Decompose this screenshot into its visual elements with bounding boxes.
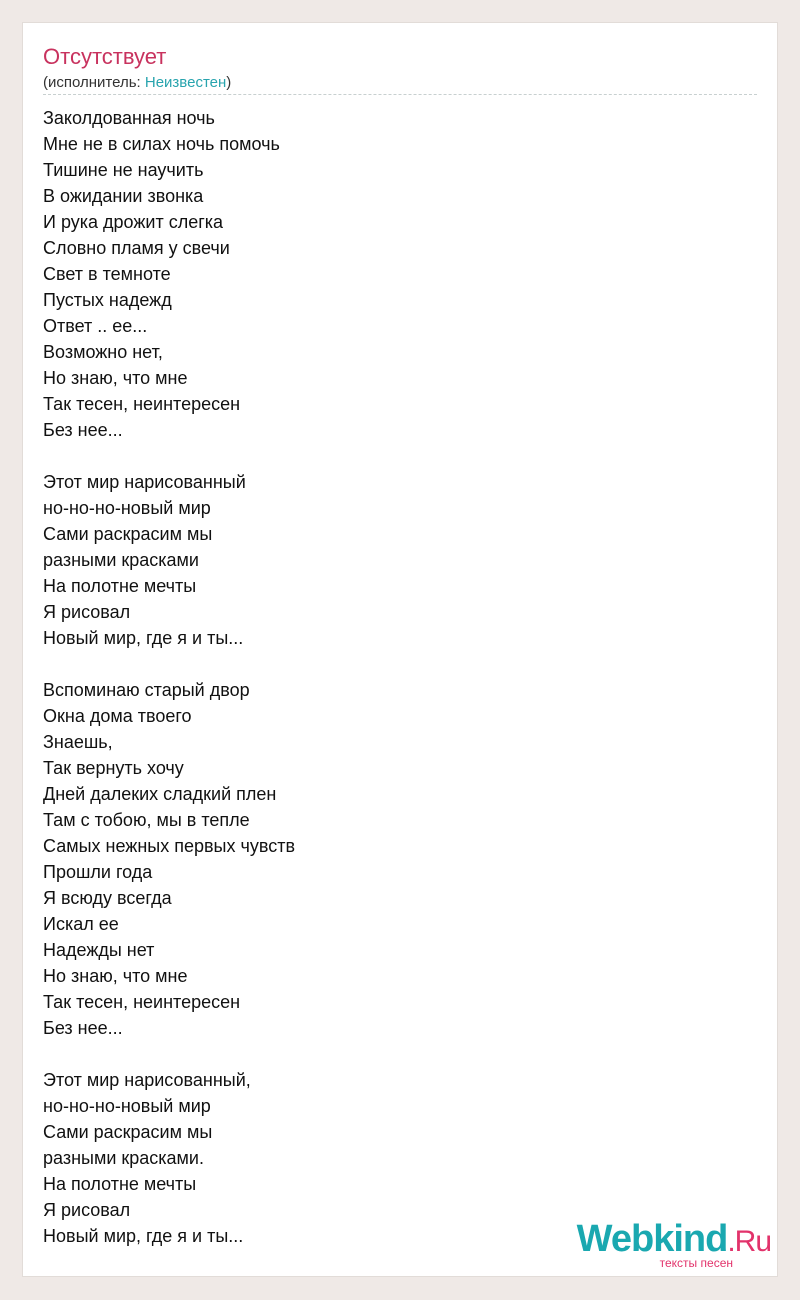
artist-line: [43, 73, 231, 93]
lyric-line: Так вернуть хочу: [43, 758, 184, 778]
lyric-line: Там с тобою, мы в тепле: [43, 810, 250, 830]
lyric-line: Я рисовал: [43, 1200, 131, 1220]
stanza-break: [43, 1041, 295, 1067]
song-title: Отсутствует: [43, 44, 167, 69]
lyric-line: Возможно нет,: [43, 342, 163, 362]
stanza-break: [43, 443, 295, 469]
lyric-line: Знаешь,: [43, 732, 113, 752]
lyric-line: Сами раскрасим мы: [43, 524, 213, 544]
lyric-line: Пустых надежд: [43, 290, 172, 310]
site-logo[interactable]: [577, 1219, 771, 1270]
lyric-line: Я рисовал: [43, 602, 131, 622]
lyric-line: Надежды нет: [43, 940, 155, 960]
lyric-line: Мне не в силах ночь помочь: [43, 134, 280, 154]
lyric-line: Новый мир, где я и ты...: [43, 628, 244, 648]
lyric-line: Так тесен, неинтересен: [43, 394, 241, 414]
artist-suffix: ): [226, 74, 232, 91]
lyric-line: разными красками: [43, 550, 199, 570]
lyric-line: Словно пламя у свечи: [43, 238, 230, 258]
lyric-line: Тишине не научить: [43, 160, 204, 180]
logo-main-text: Webkind: [576, 1218, 728, 1260]
lyric-line: разными красками.: [43, 1148, 204, 1168]
lyric-line: Этот мир нарисованный: [43, 472, 246, 492]
lyric-line: Без нее...: [43, 1018, 123, 1038]
lyric-line: Новый мир, где я и ты...: [43, 1226, 244, 1246]
artist-prefix: (исполнитель:: [43, 74, 145, 91]
lyric-line: Без нее...: [43, 420, 123, 440]
lyric-line: но-но-но-новый мир: [43, 1096, 211, 1116]
lyric-line: И рука дрожит слегка: [43, 212, 224, 232]
lyrics-card: [22, 22, 778, 1277]
lyric-line: Но знаю, что мне: [43, 368, 188, 388]
lyric-line: Так тесен, неинтересен: [43, 992, 241, 1012]
lyric-line: Искал ее: [43, 914, 119, 934]
artist-link[interactable]: Неизвестен: [144, 74, 227, 91]
lyric-line: Самых нежных первых чувств: [43, 836, 296, 856]
lyric-line: На полотне мечты: [43, 1174, 197, 1194]
lyric-line: Но знаю, что мне: [43, 966, 188, 986]
lyric-line: Свет в темноте: [43, 264, 171, 284]
lyric-line: но-но-но-новый мир: [43, 498, 211, 518]
logo-subtitle: тексты песен: [659, 1256, 733, 1270]
lyric-line: Прошли года: [43, 862, 153, 882]
lyric-line: Я всюду всегда: [43, 888, 172, 908]
divider: [43, 94, 757, 95]
lyric-line: На полотне мечты: [43, 576, 197, 596]
lyric-line: Сами раскрасим мы: [43, 1122, 213, 1142]
lyric-line: В ожидании звонка: [43, 186, 204, 206]
lyric-line: Дней далеких сладкий плен: [43, 784, 277, 804]
lyric-line: Вспоминаю старый двор: [43, 680, 250, 700]
lyrics-body: [43, 105, 295, 1249]
lyric-line: Этот мир нарисованный,: [43, 1070, 251, 1090]
stanza-break: [43, 651, 295, 677]
lyric-line: Окна дома твоего: [43, 706, 192, 726]
lyric-line: Заколдованная ночь: [43, 108, 215, 128]
logo-ru-text: .Ru: [727, 1225, 771, 1258]
lyric-line: Ответ .. ее...: [43, 316, 148, 336]
